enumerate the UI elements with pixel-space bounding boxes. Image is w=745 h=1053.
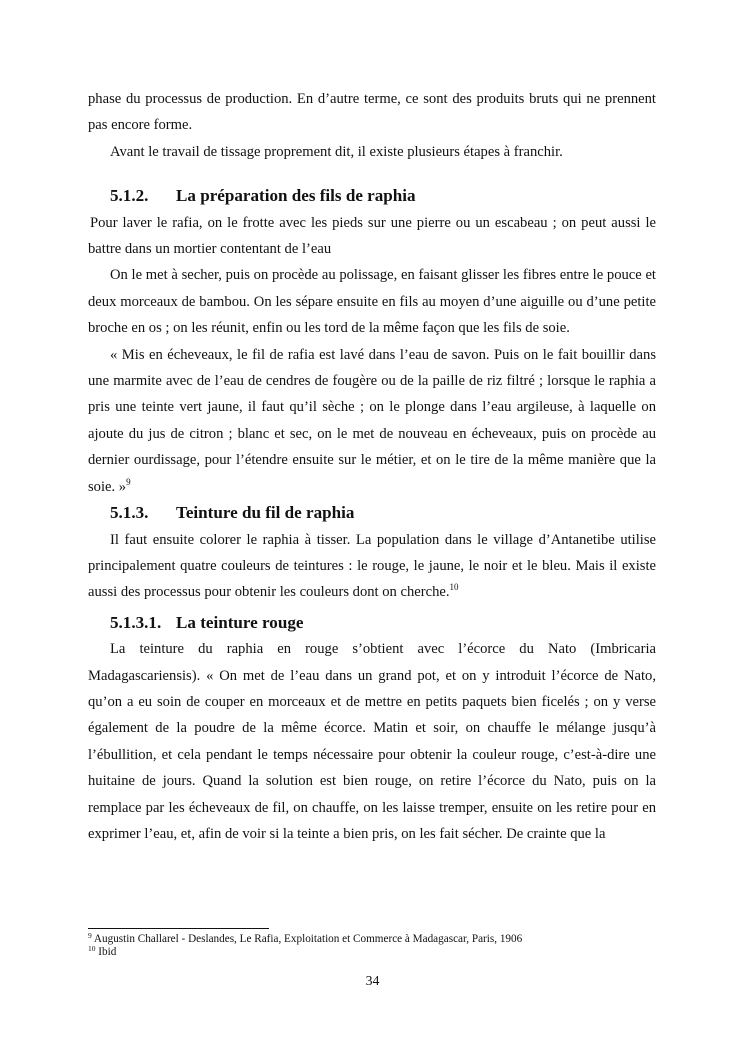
footnotes <box>88 933 656 959</box>
section-title: La teinture rouge <box>176 612 304 632</box>
page-number: 34 <box>365 973 380 988</box>
footnote-9 <box>88 933 656 946</box>
section-number: 5.1.3.1. <box>110 612 162 632</box>
paragraph-steps: Avant le travail de tissage proprement dit, il existe plusieurs étapes à franchir. <box>110 143 563 160</box>
paragraph-intro: phase du processus de production. En d’autre terme, ce sont des produits bruts qui ne prennent pas encore forme. <box>88 91 656 134</box>
footnote-text: Augustin Challarel - Deslandes, Le Rafia, Exploitation et Commerce à Madagascar, Paris, 1906 <box>91 933 523 945</box>
footnote-10 <box>88 946 656 959</box>
section-heading-preparation <box>88 183 656 209</box>
quote-text: « Mis en écheveaux, le fil de rafia est lavé dans l’eau de savon. Puis on le fait bouillir dans une marmite avec de l’eau de cendres de fougère ou de la paille de riz filtré ; lorsque le raphia a pris une teinte vert jaune, il faut qu’il sèche ; on le plonge dans l’eau argileuse, à laquelle on ajoute du jus de citron ; blanc et sec, on le met de nouveau en écheveaux, puis on procède au dernier ourdissage, pour l’étendre ensuite sur le métier, et on le tire de la même manière que la soie. » <box>88 346 656 495</box>
footnote-ref[interactable]: 10 <box>449 582 459 593</box>
footnote-text: Ibid <box>95 946 117 959</box>
footnote-ref[interactable]: 9 <box>126 476 131 487</box>
paragraph-colors <box>88 527 656 606</box>
page-body <box>88 86 656 847</box>
section-title: Teinture du fil de raphia <box>176 503 355 523</box>
footnote-number: 9 <box>88 931 92 940</box>
footnote-divider <box>88 928 269 929</box>
paragraph-quote-skeins <box>88 342 656 500</box>
colors-text: Il faut ensuite colorer le raphia à tisser. La population dans le village d’Antanetibe utilise principalement quatre couleurs de teintures : le rouge, le jaune, le noir et le bleu. Mais il existe aussi des processus pour obtenir les couleurs dont on cherche. <box>88 531 656 601</box>
section-heading-dyeing <box>88 500 656 526</box>
section-number: 5.1.3. <box>110 503 149 523</box>
paragraph-washing: Pour laver le rafia, on le frotte avec les pieds sur une pierre ou un escabeau ; on peut aussi le battre dans un mortier contentant de l’eau <box>88 214 656 258</box>
paragraph-red-dye: La teinture du raphia en rouge s’obtient avec l’écorce du Nato (Imbricaria Madagascariensis). « On met de l’eau dans un grand pot, et on y introduit l’écorce de Nato, qu’on a eu soin de couper en morceaux et de mettre en petits paquets bien ficelés ; on y verse également de la poudre de la même écorce. Matin et soir, on chauffe le mélange jusqu’à l’ébullition, et cela pendant le temps nécessaire pour obtenir la couleur rouge, c’est-à-dire une huitaine de jours. Quand la solution est bien rouge, on retire l’écorce du Nato, puis on la remplace par les écheveaux de fil, on chauffe, on les laisse tremper, ensuite on les retire pour en exprimer l’eau, et, afin de voir si la teinte a bien pris, on les fait sécher. De crainte que la <box>88 641 656 842</box>
section-number: 5.1.2. <box>110 186 149 206</box>
paragraph-drying: On le met à secher, puis on procède au polissage, en faisant glisser les fibres entre le pouce et deux morceaux de bambou. On les sépare ensuite en fils au moyen d’une aiguille ou d’une petite broche en os ; on les réunit, enfin ou les tord de la même façon que les fils de soie. <box>88 267 656 337</box>
section-heading-red-dye <box>88 610 656 636</box>
section-title: La préparation des fils de raphia <box>176 186 416 206</box>
footnote-number: 10 <box>88 944 96 954</box>
